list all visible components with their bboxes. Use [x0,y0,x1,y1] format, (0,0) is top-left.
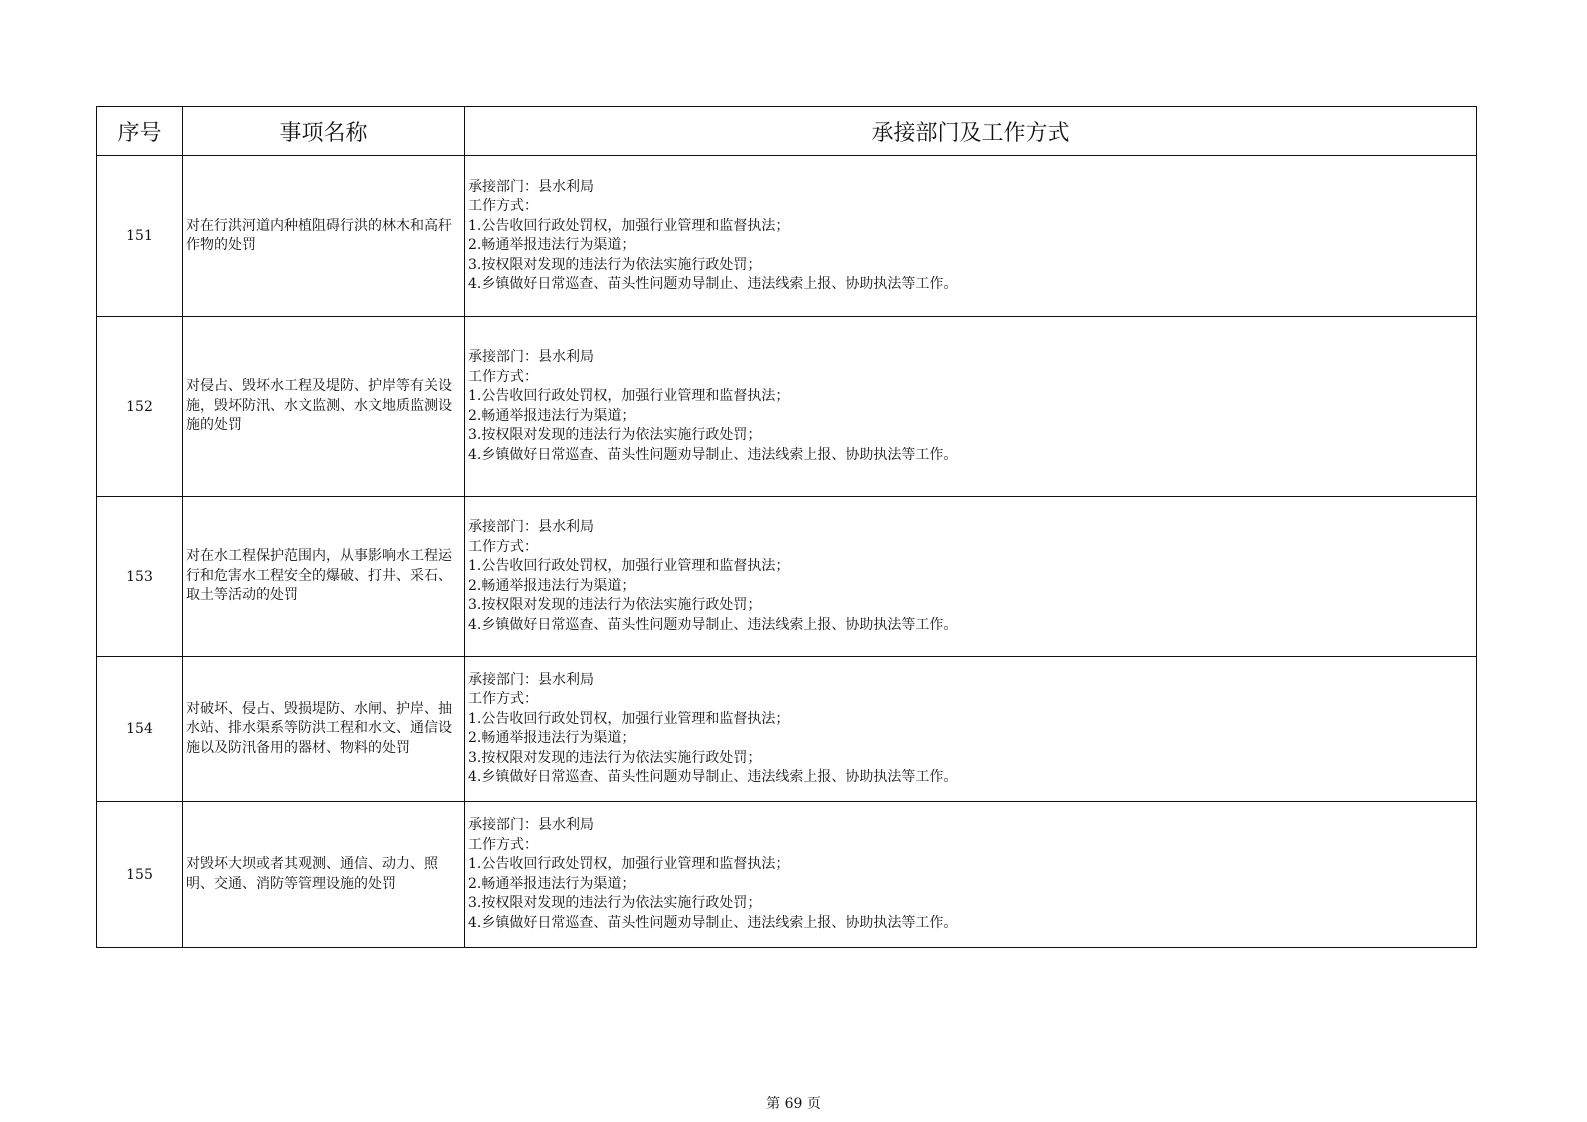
row-dept-method [465,317,1477,497]
dept-line: 工作方式： [468,368,538,385]
dept-line: 4.乡镇做好日常巡查、苗头性问题劝导制止、违法线索上报、协助执法等工作。 [468,276,958,292]
items-table [96,106,1477,948]
row-seq: 154 [97,657,183,802]
row-seq: 151 [97,156,183,317]
row-seq: 153 [97,497,183,657]
dept-line: 工作方式： [468,538,538,555]
dept-line: 承接部门：县水利局 [468,671,594,688]
dept-line: 4.乡镇做好日常巡查、苗头性问题劝导制止、违法线索上报、协助执法等工作。 [468,616,958,633]
dept-line: 2.畅通举报违法行为渠道； [468,730,636,746]
page-number: 第 69 页 [766,1096,821,1112]
dept-line: 2.畅通举报违法行为渠道； [468,577,636,594]
row-item-name: 对毁坏大坝或者其观测、通信、动力、照明、交通、消防等管理设施的处罚 [183,802,465,948]
table-row [97,497,1477,657]
table-row [97,657,1477,802]
dept-line: 1.公告收回行政处罚权，加强行业管理和监督执法； [468,856,790,872]
table-row [97,317,1477,497]
dept-line: 3.按权限对发现的违法行为依法实施行政处罚； [468,895,762,911]
dept-line: 4.乡镇做好日常巡查、苗头性问题劝导制止、违法线索上报、协助执法等工作。 [468,446,958,463]
dept-line: 2.畅通举报违法行为渠道； [468,875,636,892]
dept-line: 承接部门：县水利局 [468,817,594,833]
header-item-name: 事项名称 [183,107,465,156]
row-item-name: 对在行洪河道内种植阻碍行洪的林木和高秆作物的处罚 [183,156,465,317]
row-item-name: 对在水工程保护范围内，从事影响水工程运行和危害水工程安全的爆破、打井、采石、取土等活动的处罚 [183,497,465,657]
dept-line: 工作方式： [468,836,538,853]
dept-line: 3.按权限对发现的违法行为依法实施行政处罚； [468,749,762,766]
dept-line: 2.畅通举报违法行为渠道； [468,407,636,424]
dept-line: 1.公告收回行政处罚权，加强行业管理和监督执法； [468,710,790,727]
row-dept-method [465,497,1477,657]
row-dept-method [465,156,1477,317]
dept-line: 承接部门：县水利局 [468,349,594,365]
dept-line: 3.按权限对发现的违法行为依法实施行政处罚； [468,256,762,273]
dept-line: 3.按权限对发现的违法行为依法实施行政处罚； [468,597,762,613]
dept-line: 2.畅通举报违法行为渠道； [468,237,636,253]
header-row [97,107,1477,156]
row-item-name: 对侵占、毁坏水工程及堤防、护岸等有关设施，毁坏防汛、水文监测、水文地质监测设施的处罚 [183,317,465,497]
dept-line: 承接部门：县水利局 [468,519,594,535]
dept-line: 4.乡镇做好日常巡查、苗头性问题劝导制止、违法线索上报、协助执法等工作。 [468,914,958,931]
dept-line: 3.按权限对发现的违法行为依法实施行政处罚； [468,427,762,443]
row-dept-method [465,802,1477,948]
dept-line: 工作方式： [468,691,538,707]
dept-line: 1.公告收回行政处罚权，加强行业管理和监督执法； [468,558,790,574]
dept-line: 承接部门：县水利局 [468,178,594,195]
row-dept-method [465,657,1477,802]
dept-line: 1.公告收回行政处罚权，加强行业管理和监督执法； [468,217,790,234]
row-seq: 152 [97,317,183,497]
row-seq: 155 [97,802,183,948]
table-row [97,156,1477,317]
dept-line: 工作方式： [468,198,538,214]
row-item-name: 对破坏、侵占、毁损堤防、水闸、护岸、抽水站、排水渠系等防洪工程和水文、通信设施以及防汛备用的器材、物料的处罚 [183,657,465,802]
dept-line: 4.乡镇做好日常巡查、苗头性问题劝导制止、违法线索上报、协助执法等工作。 [468,769,958,785]
header-seq: 序号 [97,107,183,156]
dept-line: 1.公告收回行政处罚权，加强行业管理和监督执法； [468,388,790,404]
header-dept-method: 承接部门及工作方式 [465,107,1477,156]
table-row [97,802,1477,948]
